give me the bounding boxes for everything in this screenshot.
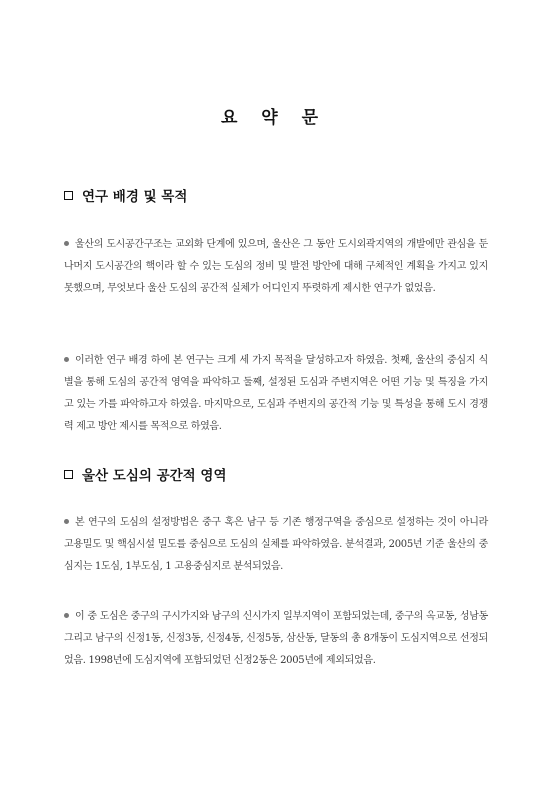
paragraph-text: 이 중 도심은 중구의 구시가지와 남구의 신시가지 일부지역이 포함되었는데, 중구의 옥교동, 성남동 그리고 남구의 신정1동, 신정3동, 신정4동, 신정5동, 삼산동, 달동의 총 8개동이 도심지역으로 선정되었음. 1998년에 도심지역에 포함되었던 신정2동은 2005년에 제외되었음. (64, 611, 488, 666)
section-heading-spatial-area (64, 464, 227, 484)
paragraph (64, 234, 488, 300)
section-heading-label: 연구 배경 및 목적 (82, 189, 188, 205)
paragraph (64, 512, 488, 578)
page-title: 요 약 문 (220, 108, 328, 128)
paragraph (64, 606, 488, 672)
paragraph-text: 울산의 도시공간구조는 교외화 단계에 있으며, 울산은 그 동안 도시외곽지역의 개발에만 관심을 둔 나머지 도시공간의 핵이라 할 수 있는 도심의 정비 및 발전 방안에 대해 구체적인 계획을 가지고 있지 못했으며, 무엇보다 울산 도심의 공간적 실체가 어디인지 뚜렷하게 제시한 연구가 없었음. (64, 239, 488, 294)
square-bullet-icon (64, 191, 73, 200)
square-bullet-icon (64, 470, 73, 479)
paragraph-text: 본 연구의 도심의 설정방법은 중구 혹은 남구 등 기존 행정구역을 중심으로 설정하는 것이 아니라 고용밀도 및 핵심시설 밀도를 중심으로 도심의 실체를 파악하였음. 분석결과, 2005년 기준 울산의 중심지는 1도심, 1부도심, 1 고용중심지로 분석되었음. (64, 517, 488, 572)
paragraph (64, 350, 488, 438)
section-heading-label: 울산 도심의 공간적 영역 (82, 468, 227, 484)
paragraph-text: 이러한 연구 배경 하에 본 연구는 크게 세 가지 목적을 달성하고자 하였음. 첫째, 울산의 중심지 식별을 통해 도심의 공간적 영역을 파악하고 둘째, 설정된 도심과 주변지역은 어떤 기능 및 특징을 가지고 있는 가를 파악하고자 하였음. 마지막으로, 도심과 주변지의 공간적 기능 및 특성을 통해 도시 경쟁력 제고 방안 제시를 목적으로 하였음. (64, 355, 488, 432)
bullet-icon (64, 519, 69, 524)
bullet-icon (64, 613, 69, 618)
bullet-icon (64, 241, 69, 246)
section-heading-background (64, 185, 187, 205)
bullet-icon (64, 357, 69, 362)
